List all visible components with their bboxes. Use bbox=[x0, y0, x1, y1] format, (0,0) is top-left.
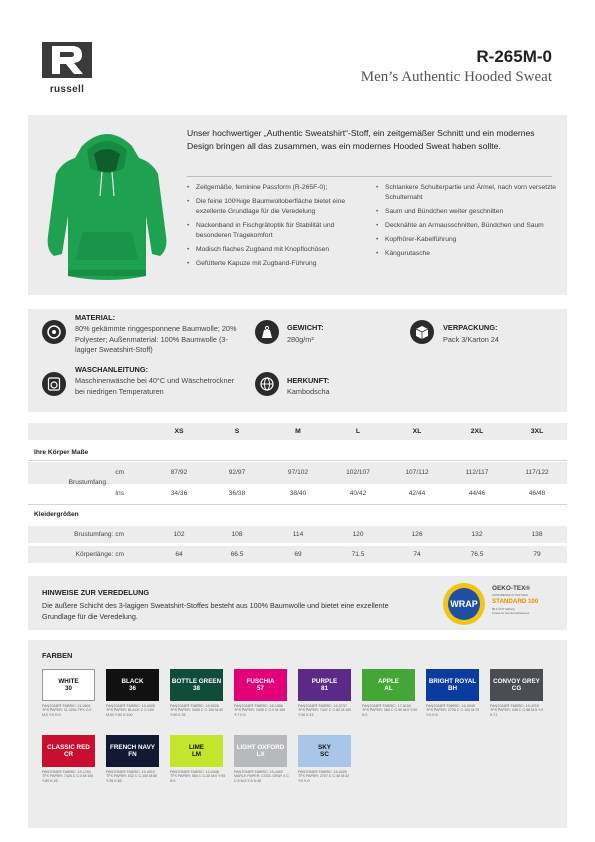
wrap-certification-badge bbox=[442, 582, 486, 626]
weight-heading: GEWICHT: bbox=[287, 323, 324, 332]
table-cell: 76.5 bbox=[470, 551, 484, 558]
colour-swatch[interactable] bbox=[362, 669, 415, 701]
colour-swatch[interactable] bbox=[42, 669, 95, 701]
chest-label: Brustumfang bbox=[68, 479, 106, 486]
colour-code: LX bbox=[256, 751, 265, 758]
table-cell: 138 bbox=[531, 531, 543, 538]
table-cell: 71.5 bbox=[351, 551, 365, 558]
colour-name: FRENCH NAVY bbox=[109, 743, 155, 751]
table-cell: 69 bbox=[294, 551, 302, 558]
hoodie-image bbox=[42, 124, 172, 284]
colour-code: CR bbox=[63, 751, 74, 758]
size-header: XL bbox=[412, 428, 422, 435]
colour-name: SKY bbox=[318, 743, 331, 751]
unit-cm: cm bbox=[115, 469, 124, 476]
pantone-reference: PANTONE® FABRIC: 15-4020 TPX PAPER: 2707 C C:48 M:22 Y:0 K:0 bbox=[298, 770, 350, 783]
length-cm-label: Körperlänge: cm bbox=[75, 551, 124, 558]
colour-name: PURPLE bbox=[311, 677, 338, 685]
table-cell: 120 bbox=[352, 531, 364, 538]
origin-heading: HERKUNFT: bbox=[287, 376, 330, 385]
colour-code: 81 bbox=[320, 685, 328, 692]
finishing-heading: HINWEISE ZUR VEREDELUNG bbox=[42, 588, 150, 597]
colour-name: BOTTLE GREEN bbox=[171, 677, 222, 685]
size-header: 2XL bbox=[470, 428, 484, 435]
packing-text: Pack 3/Karton 24 bbox=[443, 335, 499, 344]
table-cell: 44/46 bbox=[468, 490, 486, 497]
washing-machine-icon bbox=[42, 372, 66, 396]
packing-heading: VERPACKUNG: bbox=[443, 323, 498, 332]
table-cell: 34/36 bbox=[170, 490, 188, 497]
oeko-standard-label: STANDARD 100 bbox=[492, 598, 539, 605]
product-code: R-265M-0 bbox=[476, 47, 552, 66]
pantone-reference: PANTONE® FABRIC: 19-4005 TPX PAPER: BLACK C C:100 M:50 Y:50 K:100 bbox=[106, 704, 155, 717]
wash-text: Maschinenwäsche bei 40°C und Wäschetrockner bei niedrigen Temperaturen bbox=[75, 376, 235, 396]
feature-item: • Schlankere Schulterpartie und Ärmel, nach vorn versetzte Schulternaht bbox=[376, 183, 556, 203]
feature-item: • Saum und Bündchen weiter geschnitten bbox=[376, 207, 556, 217]
colour-swatch[interactable] bbox=[234, 669, 287, 701]
russell-r-mark bbox=[42, 42, 92, 78]
pantone-reference: PANTONE® FABRIC: 19-6026 TPX PAPER: 3435 C C:100 M:30 Y:90 K:35 bbox=[170, 704, 224, 717]
table-cell: 64 bbox=[175, 551, 183, 558]
colour-name: CONVOY GREY bbox=[493, 677, 540, 685]
table-cell: 74 bbox=[413, 551, 421, 558]
colour-code: 36 bbox=[128, 685, 136, 692]
table-cell: 66.5 bbox=[230, 551, 244, 558]
package-icon bbox=[410, 320, 434, 344]
feature-item: • Modisch flaches Zugband mit Knopflochösen bbox=[187, 245, 365, 255]
colour-name: APPLE bbox=[378, 677, 399, 685]
material-heading: MATERIAL: bbox=[75, 313, 116, 322]
colour-code: AL bbox=[384, 685, 393, 692]
colour-code: LM bbox=[191, 751, 202, 758]
feature-item: • Zeitgemäße, feminine Passform (R-265F-0); bbox=[187, 183, 365, 193]
feature-list-right bbox=[376, 183, 556, 263]
pantone-reference: PANTONE® FABRIC: 19-3737 TPX PAPER: 7447 C C:80 M:100 Y:30 K:15 bbox=[298, 704, 352, 717]
divider bbox=[187, 176, 552, 177]
size-header: S bbox=[234, 428, 240, 435]
table-cell: 46/48 bbox=[528, 490, 546, 497]
table-cell: 79 bbox=[533, 551, 541, 558]
colour-name: FUSCHIA bbox=[246, 677, 275, 685]
feature-item: • Kängurutasche bbox=[376, 249, 556, 259]
table-cell: 102 bbox=[173, 531, 185, 538]
colour-code: SC bbox=[320, 751, 329, 758]
colour-code: FN bbox=[128, 751, 137, 758]
colour-swatch[interactable] bbox=[298, 735, 351, 767]
pantone-reference: PANTONE® FABRIC: 15-4402 MARLE PAPER: COOL GRAY 4 C C:5 M:0 Y:0 K:40 bbox=[234, 770, 289, 783]
table-cell: 117/122 bbox=[525, 469, 549, 476]
colour-swatch[interactable] bbox=[490, 669, 543, 701]
product-title: Men’s Authentic Hooded Sweat bbox=[360, 69, 552, 85]
table-cell: 132 bbox=[471, 531, 483, 538]
table-cell: 97/102 bbox=[287, 469, 309, 476]
material-text: 80% gekämmte ringgesponnene Baumwolle; 20% Polyester; Außenmaterial: 100% Baumwolle (3-lagiger Sweatshirt-Stoff) bbox=[75, 324, 237, 354]
table-cell: 126 bbox=[411, 531, 423, 538]
pantone-reference: PANTONE® FABRIC: 19-4215 TPX PAPER: 445 C C:58 M:5 Y:0 K:71 bbox=[490, 704, 544, 717]
colour-swatch[interactable] bbox=[426, 669, 479, 701]
table-cell: 40/42 bbox=[349, 490, 367, 497]
pantone-reference: PANTONE® FABRIC: 14-0446 TPX PAPER: 584 C C:25 M:0 Y:95 K:0 bbox=[170, 770, 226, 783]
fabric-roll-icon bbox=[42, 320, 66, 344]
colour-name: LIME bbox=[188, 743, 205, 751]
pantone-reference: PANTONE® FABRIC: 19-1764 TPX PAPER: 7426 C C:0 M:100 Y:80 K:25 bbox=[42, 770, 94, 783]
unit-ins: Ins bbox=[115, 490, 124, 497]
table-cell: 108 bbox=[231, 531, 243, 538]
colour-swatch[interactable] bbox=[170, 669, 223, 701]
pantone-reference: PANTONE® FABRIC: 18-1856 TPX PAPER: 1935 C C:0 M:100 Y:7 K:0 bbox=[234, 704, 286, 717]
colour-code: 57 bbox=[256, 685, 264, 692]
garment-sizes-title: Kleidergrößen bbox=[34, 511, 79, 518]
colour-name: LIGHT OXFORD bbox=[236, 743, 285, 751]
intro-text: Unser hochwertiger „Authentic Sweatshirt“-Stoff, ein zeitgemäßer Schnitt und ein modernes Design bringen all das zusammen, was ein modernes Hooded Sweat haben sollte. bbox=[187, 128, 535, 151]
divider bbox=[28, 460, 567, 461]
feature-item: • Gefütterte Kapuze mit Zugband-Führung bbox=[187, 259, 365, 269]
origin-text: Kambodscha bbox=[287, 387, 330, 396]
feature-item: • Decknähte an Armausschnitten, Bündchen und Saum bbox=[376, 221, 556, 231]
colour-name: WHITE bbox=[58, 677, 79, 685]
feature-item: • Die feine 100%ige Baumwolloberfläche bietet eine exzellente Grundlage für die Veredelung bbox=[187, 197, 365, 217]
colour-code: 38 bbox=[192, 685, 200, 692]
size-header: M bbox=[295, 428, 301, 435]
table-cell: 107/112 bbox=[405, 469, 429, 476]
colour-swatch[interactable] bbox=[106, 735, 159, 767]
colour-name: CLASSIC RED bbox=[47, 743, 90, 751]
pantone-reference: PANTONE® FABRIC: 17-6153 TPX PAPER: 368 C C:90 M:0 Y:90 K:0 bbox=[362, 704, 418, 717]
body-measures-title: Ihre Körper Maße bbox=[34, 449, 89, 456]
finishing-text: Die äußere Schicht des 3-lagigen Sweatshirt-Stoffes besteht aus 100% Baumwolle und bietet eine exzellente Grundlage für die Veredelung. bbox=[42, 601, 389, 621]
pantone-reference: PANTONE® FABRIC: 11-0601 TPX PAPER: 11-4201 TPX C:0 M:0 Y:0 K:0 bbox=[42, 704, 92, 717]
russell-logo bbox=[42, 42, 92, 95]
size-header: 3XL bbox=[530, 428, 544, 435]
globe-icon bbox=[255, 372, 279, 396]
colour-code: 30 bbox=[64, 685, 72, 692]
oeko-tex-label: OEKO-TEX® bbox=[492, 585, 531, 592]
table-cell: 114 bbox=[292, 531, 304, 538]
colour-swatch[interactable] bbox=[106, 669, 159, 701]
wrap-label: WRAP bbox=[450, 599, 478, 609]
table-cell: 102/107 bbox=[346, 469, 370, 476]
colour-swatch[interactable] bbox=[170, 735, 223, 767]
colour-swatch[interactable] bbox=[234, 735, 287, 767]
colour-name: BRIGHT ROYAL bbox=[428, 677, 477, 685]
pantone-reference: PANTONE® FABRIC: 19-3949 TPX PAPER: 2728 C C:100 M:70 Y:0 K:5 bbox=[426, 704, 480, 717]
size-header: XS bbox=[174, 428, 184, 435]
colour-swatch[interactable] bbox=[298, 669, 351, 701]
table-cell: 92/97 bbox=[228, 469, 246, 476]
colour-swatch[interactable] bbox=[42, 735, 95, 767]
wash-heading: WASCHANLEITUNG: bbox=[75, 365, 149, 374]
feature-item: • Nackenband in Fischgrätoptik für Stabilität und besonderen Tragekomfort bbox=[187, 221, 365, 241]
table-cell: 42/44 bbox=[408, 490, 426, 497]
size-header: L bbox=[355, 428, 361, 435]
table-cell: 36/38 bbox=[228, 490, 246, 497]
divider bbox=[28, 504, 567, 505]
weight-icon bbox=[255, 320, 279, 344]
colour-name: BLACK bbox=[121, 677, 144, 685]
colours-heading: FARBEN bbox=[42, 651, 73, 660]
pantone-reference: PANTONE® FABRIC: 19-4010 TPX PAPER: 532 C C:100 M:80 Y:35 K:55 bbox=[106, 770, 158, 783]
brand-name: russell bbox=[49, 84, 85, 95]
table-cell: 87/92 bbox=[170, 469, 188, 476]
colour-code: CG bbox=[511, 685, 522, 692]
oeko-tex-badge: OEKO-TEX® CONFIDENCE IN TEXTILES STANDARD 100 88.0.4747 Stiftung Tested for harmful substances bbox=[492, 585, 558, 623]
table-cell: 112/117 bbox=[465, 469, 489, 476]
colour-code: BH bbox=[447, 685, 458, 692]
chest-cm-label: Brustumfang: cm bbox=[74, 531, 124, 538]
table-cell: 38/40 bbox=[289, 490, 307, 497]
feature-list-left bbox=[187, 183, 365, 273]
weight-text: 280g/m² bbox=[287, 335, 314, 344]
feature-item: • Kopfhörer-Kabelführung bbox=[376, 235, 556, 245]
